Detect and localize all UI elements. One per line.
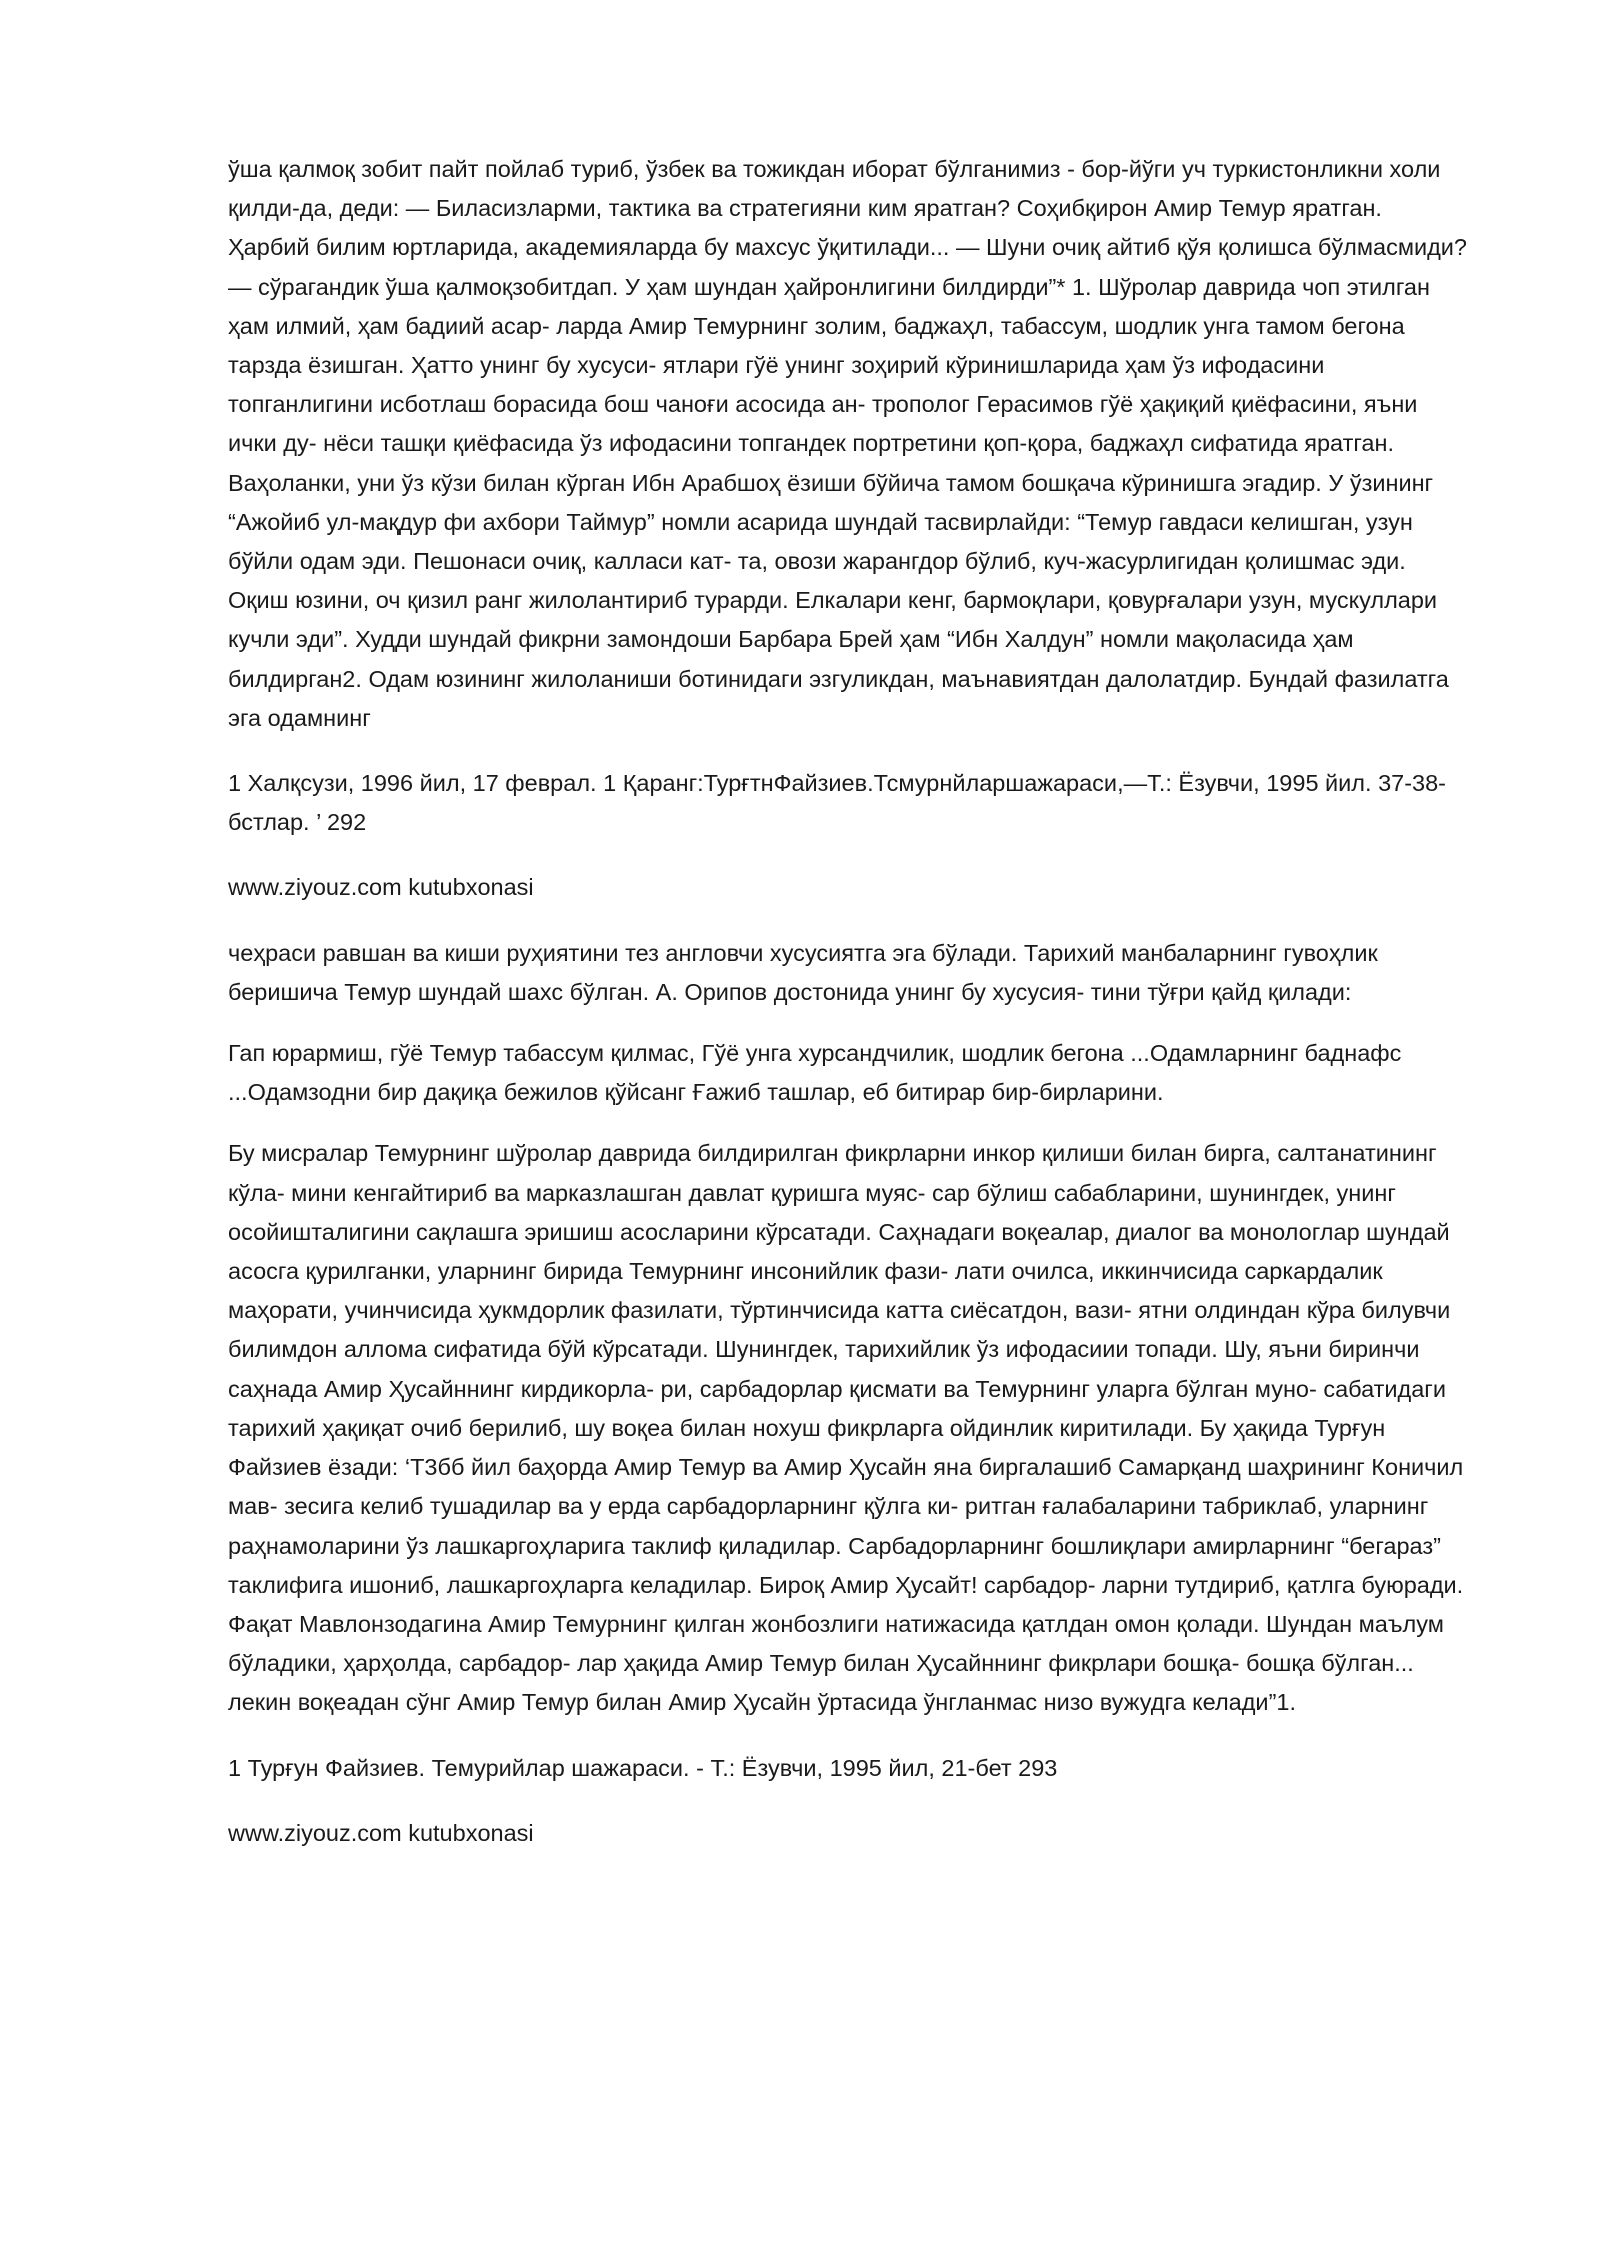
verse-quote: Гап юрармиш, гўё Темур табассум қилмас, Гўё унга хурсандчилик, шодлик бегона ...Одамларнинг баднафс ...Одамзодни бир дақиқа бежилов қўйсанг Ғажиб ташлар, еб битирар бир-бирларини.: [228, 1040, 1402, 1106]
footnote: 1 Халқсузи, 1996 йил, 17 феврал. 1 Қаранг:ТурғтнФайзиев.Тсмурнйларшажараси,—Т.: Ёзувчи, 1995 йил. 37-38-бстлар. ’ 292: [228, 770, 1446, 836]
body-paragraph: ўша қалмоқ зобит пайт пойлаб туриб, ўзбек ва тожикдан иборат бўлганимиз - бор-йўги уч туркистонликни холи қилди-да, деди: — Биласизларми, тактика ва стратегияни ким яратган? Соҳибқирон Амир Темур яратган. Ҳарбий билим юртларида, академияларда бу махсус ўқитилади... — Шуни очиқ айтиб қўя қолишса бўлмасмиди? — сўрагандик ўша қалмоқзобитдап. У ҳам шундан ҳайронлигини билдирди”* 1. Шўролар даврида чоп этилган ҳам илмий, ҳам бадиий асар- ларда Амир Темурнинг золим, баджаҳл, табассум, шодлик унга тамом бегона тарзда ёзишган. Ҳатто унинг бу хусуси- ятлари гўё унинг зоҳирий кўринишларида ҳам ўз ифодасини топганлигини исботлаш борасида бош чаноғи асосида ан- трополог Герасимов гўё ҳақиқий қиёфасини, яъни ички ду- нёси ташқи қиёфасида ўз ифодасини топгандек портретини қоп-қора, баджаҳл сифатида яратган. Ваҳоланки, уни ўз кўзи билан кўрган Ибн Арабшоҳ ёзиши бўйича тамом бошқача кўринишга эгадир. У ўзининг “Ажойиб ул-мақдур фи ахбори Таймур” номли асарида шундай тасвирлайди: “Темур гавдаси келишган, узун бўйли одам эди. Пешонаси очиқ, калласи кат- та, овози жарангдор бўлиб, куч-жасурлигидан қолишмас эди. Оқиш юзини, оч қизил ранг жилолантириб турарди. Елкалари кенг, бармоқлари, қовурғалари узун, мускуллари кучли эди”. Худди шундай фикрни замондоши Барбара Брей ҳам “Ибн Халдун” номли мақоласида ҳам билдирган2. Одам юзининг жилоланиши ботинидаги эзгуликдан, маънавиятдан далолатдир. Бундай фазилатга эга одамнинг: [228, 156, 1468, 731]
document-page: [228, 150, 1468, 1853]
source-line: www.ziyouz.com kutubxonasi: [228, 874, 534, 901]
body-paragraph: чеҳраси равшан ва киши руҳиятини тез англовчи хусусиятга эга бўлади. Тарихий манбаларнинг гувоҳлик беришича Темур шундай шахс бўлган. А. Орипов достонида унинг бу хусусия- тини тўғри қайд қилади:: [228, 939, 1378, 1005]
source-line: www.ziyouz.com kutubxonasi: [228, 1819, 534, 1846]
body-paragraph: Бу мисралар Темурнинг шўролар даврида билдирилган фикрларни инкор қилиши билан бирга, салтанатининг кўла- мини кенгайтириб ва марказлашган давлат қуришга муяс- сар бўлиш сабабларини, шунингдек, унинг осойишталигини сақлашга эришиш асосларини кўрсатади. Саҳнадаги воқеалар, диалог ва монологлар шундай асосга қурилганки, уларнинг бирида Темурнинг инсонийлик фази- лати очилса, иккинчисида саркардалик маҳорати, учинчисида ҳукмдорлик фазилати, тўртинчисида катта сиёсатдон, вази- ятни олдиндан кўра билувчи билимдон аллома сифатида бўй кўрсатади. Шунингдек, тарихийлик ўз ифодасиии топади. Шу, яъни биринчи саҳнада Амир Ҳусайннинг кирдикорла- ри, сарбадорлар қисмати ва Темурнинг уларга бўлган муно- сабатидаги тарихий ҳақиқат очиб берилиб, шу воқеа билан нохуш фикрларга ойдинлик киритилади. Бу ҳақида Турғун Файзиев ёзади: ‘Т3бб йил баҳорда Амир Темур ва Амир Ҳусайн яна биргалашиб Самарқанд шаҳрининг Коничил мав- зесига келиб тушадилар ва у ерда сарбадорларнинг қўлга ки- ритган ғалабаларини табриклаб, уларнинг раҳнамоларини ўз лашкаргоҳларига таклиф қиладилар. Сарбадорларнинг бошлиқлари амирларнинг “бегараз” таклифига ишониб, лашкаргоҳларга келадилар. Бироқ Амир Ҳусайт! сарбадор- ларни тутдириб, қатлга буюради. Фақат Мавлонзодагина Амир Темурнинг қилган жонбозлиги натижасида қатлдан омон қолади. Шундан маълум бўладики, ҳарҳолда, сарбадор- лар ҳақида Амир Темур билан Ҳусайннинг фикрлари бошқа- бошқа бўлган... лекин воқеадан сўнг Амир Темур билан Амир Ҳусайн ўртасида ўнгланмас низо вужудга келади”1.: [228, 1140, 1464, 1716]
footnote: 1 Турғун Файзиев. Темурийлар шажараси. - Т.: Ёзувчи, 1995 йил, 21-бет 293: [228, 1754, 1058, 1781]
